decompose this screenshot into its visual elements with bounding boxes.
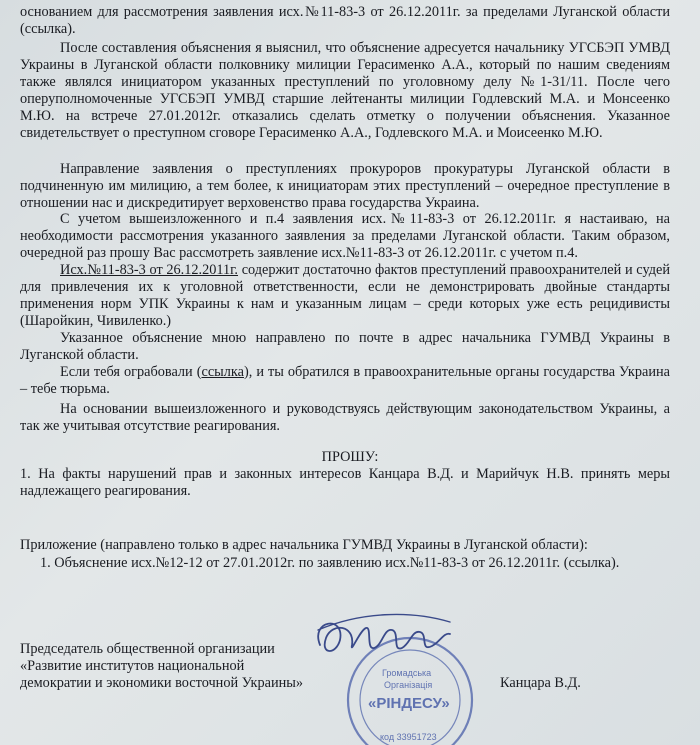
robbed-paragraph xyxy=(20,364,670,398)
sent-paragraph: Указанное объяснение мною направлено по почте в адрес начальника ГУМВД Украины в Луганской области. xyxy=(20,330,670,363)
signer-name: Канцара В.Д. xyxy=(500,675,581,691)
svg-text:«РІНДЕСУ»: «РІНДЕСУ» xyxy=(368,695,450,712)
handwritten-signature-icon xyxy=(300,600,460,680)
request-heading: ПРОШУ: xyxy=(321,449,379,465)
insist-paragraph: С учетом вышеизложенного и п.4 заявления исх.№11-83-3 от 26.12.2011г. я настаиваю, на необходимости рассмотрения указанного заявления за пределами Луганской области. Таким образом, очередной раз прошу Вас рассмотреть заявление исх.№11-83-3 от 26.12.2011г. с учетом п.4. xyxy=(20,211,670,261)
basis-paragraph: На основании вышеизложенного и руководствуясь действующим законодательством Украины, а так же учитывая отсутствие реагирования. xyxy=(20,401,670,434)
svg-text:код 33951723: код 33951723 xyxy=(380,732,437,742)
facts-text: содержит достаточно фактов преступлений правоохранителей и судей для привлечения их к уголовной ответственности, если не демонстрировать двойные стандарты применения норм УПК Украины к нам и указанным лицам – среди которых уже есть рецидивисты (Шаройкин, Чивиленко.) xyxy=(20,262,670,329)
reference-link[interactable]: Исх.№11-83-3 от 26.12.2011г. xyxy=(60,262,239,278)
robbed-link[interactable]: ссылка xyxy=(201,364,244,380)
explanation-paragraph: После составления объяснения я выяснил, что объяснение адресуется начальнику УГСБЭП УМВД Украины в Луганской области полковнику милиции Герасименко А.А., который по нашим сведениям также являлся инициатором указанных преступлений по уголовному делу №1-31/11. После чего оперуполномоченные УГСБЭП УМВД старшие лейтенанты милиции Годлевский М.А. и Монсеенко М.Ю. на встрече 27.01.2012г. отказались сделать отметку о получении объяснения. Указанное свидетельствует о преступном сговоре Герасименко А.А., Годлевского М.А. и Моисеенко М.Ю. xyxy=(20,40,670,141)
facts-paragraph xyxy=(20,262,670,330)
intro-paragraph: основанием для рассмотрения заявления исх.№11-83-3 от 26.12.2011г. за пределами Луганской области (ссылка). xyxy=(20,4,670,37)
request-item: 1. На факты нарушений прав и законных интересов Канцара В.Д. и Марийчук Н.В. принять меры надлежащего реагирования. xyxy=(20,466,670,499)
svg-text:Громадська: Громадська xyxy=(382,668,432,678)
direction-paragraph: Направление заявления о преступлениях прокуроров прокуратуры Луганской области в подчиненную им милицию, а тем более, к инициаторам этих преступлений – очередное преступление в отношении нас и дискредитирует верховенство права государства Украина. xyxy=(20,161,670,211)
signature-line-3: демократии и экономики восточной Украины» xyxy=(20,674,304,691)
appendix-item: 1. Объяснение исх.№12-12 от 27.01.2012г. по заявлению исх.№11-83-3 от 26.12.2011г. (ссылка). xyxy=(40,555,620,571)
robbed-text-b: ), и ты обратился в правоохранительные органы государства Украина – тебе тюрьма. xyxy=(20,364,671,397)
signature-line-1: Председатель общественной организации xyxy=(20,641,275,657)
svg-text:Організація: Організація xyxy=(384,680,433,690)
signature-line-2: «Развитие институтов национальной xyxy=(20,657,245,674)
robbed-text-a: Если тебя ограбовали ( xyxy=(60,364,202,380)
appendix-heading: Приложение (направлено только в адрес начальника ГУМВД Украины в Луганской области): xyxy=(20,537,588,553)
signature-block xyxy=(20,641,340,692)
